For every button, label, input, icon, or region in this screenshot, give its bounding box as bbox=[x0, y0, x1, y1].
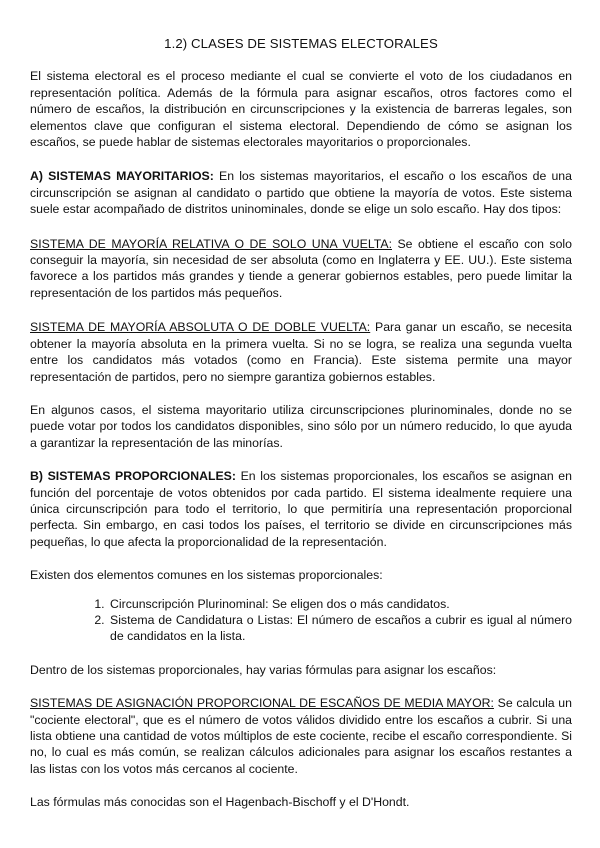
plurinominal-note: En algunos casos, el sistema mayoritario utiliza circunscripciones plurinominales, donde no se puede votar por todos los candidatos disponibles, sino sólo por un número reducido, lo que ayuda a garantizar la representación de las minorías. bbox=[30, 402, 572, 450]
intro-paragraph: El sistema electoral es el proceso mediante el cual se convierte el voto de los ciudadanos en representación política. Además de la fórmula para asignar escaños, otros factores como el número de escaños, la distribución en circunscripciones y la existencia de barreras legales, son elementos clave que configuran el sistema electoral. Dependiendo de cómo se asignan los escaños, se puede hablar de sistemas electorales mayoritarios o proporcionales. bbox=[30, 69, 572, 150]
list-item: 2. Sistema de Candidatura o Listas: El número de escaños a cubrir es igual al número de candidatos en la lista. bbox=[108, 612, 572, 645]
media-mayor-heading: SISTEMAS DE ASIGNACIÓN PROPORCIONAL DE ESCAÑOS DE MEDIA MAYOR: bbox=[30, 696, 494, 711]
formulas-intro: Dentro de los sistemas proporcionales, hay varias fórmulas para asignar los escaños: bbox=[30, 662, 497, 677]
section-a-paragraph bbox=[30, 168, 572, 217]
page-title: 1.2) CLASES DE SISTEMAS ELECTORALES bbox=[164, 36, 438, 51]
relativa-paragraph bbox=[30, 236, 572, 302]
media-mayor-text: Se calcula un "cociente electoral", que es el número de votos válidos dividido entre los escaños a cubrir. Si una lista obtiene una cantidad de votos múltiplos de este cociente, recibe el escaño correspondiente. Si no, lo cual es más común, se realizan cálculos adicionales para asignar los escaños restantes a las listas con los votos más cercanos al cociente. bbox=[30, 696, 572, 776]
document-page bbox=[30, 36, 572, 811]
absoluta-text: Para ganar un escaño, se necesita obtener la mayoría absoluta en la primera vuelta. Si no se logra, se realiza una segunda vuelta entre los candidatos más votados (como en Francia). Este sistema permite una mayor representación de partidos, pero no siempre garantiza gobiernos estables. bbox=[30, 320, 572, 384]
absoluta-paragraph bbox=[30, 319, 572, 385]
elements-intro: Existen dos elementos comunes en los sistemas proporcionales: bbox=[30, 568, 383, 583]
absoluta-heading: SISTEMA DE MAYORÍA ABSOLUTA O DE DOBLE VUELTA: bbox=[30, 320, 371, 335]
section-b-paragraph bbox=[30, 468, 572, 550]
relativa-heading: SISTEMA DE MAYORÍA RELATIVA O DE SOLO UNA VUELTA: bbox=[30, 236, 392, 251]
media-mayor-paragraph bbox=[30, 695, 572, 777]
section-a-heading: A) SISTEMAS MAYORITARIOS: bbox=[30, 169, 214, 184]
section-b-heading: B) SISTEMAS PROPORCIONALES: bbox=[30, 469, 236, 484]
relativa-text: Se obtiene el escaño con solo conseguir la mayoría, sin necesidad de ser absoluta (como en Inglaterra y EE. UU.). Este sistema favorece a los partidos más grandes y tiende a generar gobiernos estables, pero puede limitar la representación de los partidos más pequeños. bbox=[30, 236, 572, 300]
closing-paragraph: Las fórmulas más conocidas son el Hagenbach-Bischoff y el D'Hondt. bbox=[30, 795, 410, 810]
elements-list bbox=[30, 596, 572, 645]
section-a-text: En los sistemas mayoritarios, el escaño o los escaños de una circunscripción se asignan al candidato o partido que obtiene la mayoría de votos. Este sistema suele estar acompañado de distritos uninominales, donde se elige un solo escaño. Hay dos tipos: bbox=[30, 169, 572, 217]
section-b-text: En los sistemas proporcionales, los escaños se asignan en función del porcentaje de votos obtenidos por cada partido. El sistema idealmente requiere una única circunscripción para todo el territorio, lo que permitiría una representación proporcional perfecta. Sin embargo, en casi todos los países, el territorio se divide en circunscripciones más pequeñas, lo que afecta la proporcionalidad de la representación. bbox=[30, 469, 572, 549]
list-item: 1. Circunscripción Plurinominal: Se eligen dos o más candidatos. bbox=[108, 596, 572, 612]
